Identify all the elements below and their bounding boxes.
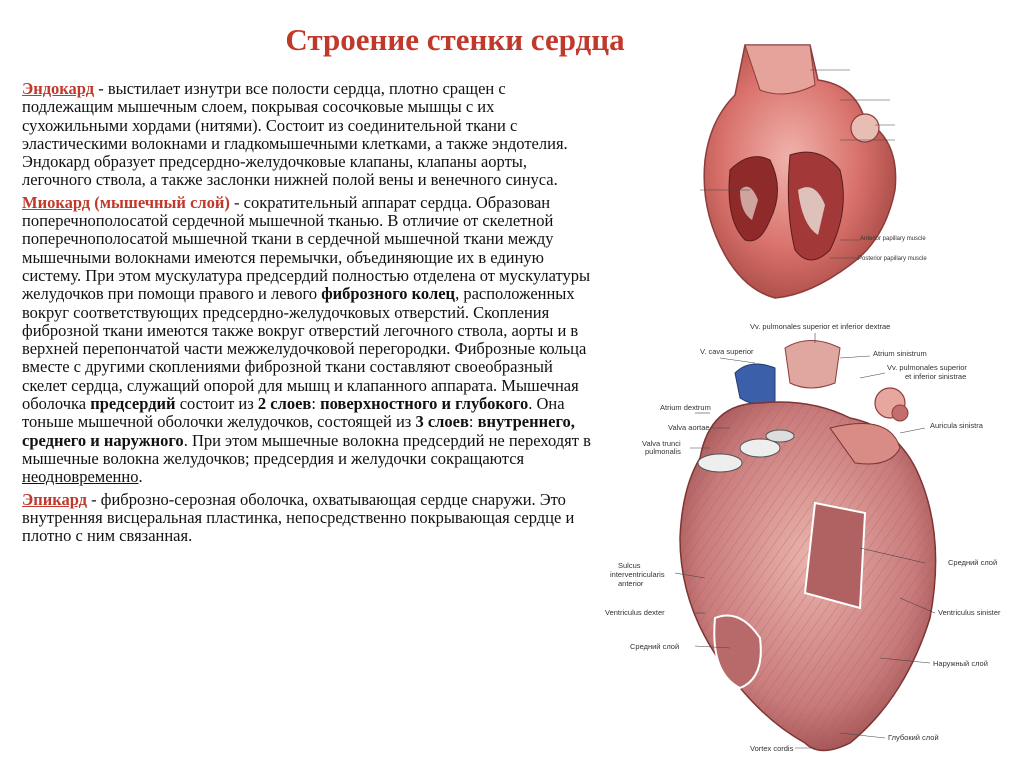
- label-ventriculus-dexter: Ventriculus dexter: [605, 608, 665, 617]
- myocard-underline-1: неодновременно: [22, 467, 139, 487]
- label-auricula-sinistra: Auricula sinistra: [930, 421, 983, 430]
- myocard-text-6: :: [468, 412, 478, 432]
- label-vv-pulm-sinistrae-2: et inferior sinistrae: [905, 372, 967, 381]
- myocard-bold-6: внутреннего, среднего и наружного: [22, 412, 575, 450]
- myocard-text-4: :: [311, 394, 321, 414]
- myocard-text-1: - сократительный аппарат сердца. Образован поперечнополосатой сердечной мышечной тканью. В отличие от скелетной поперечнополосатой мышечной ткани в сердечной мышечной ткани между мышечными волокнами имеются перемычки, объединяющие их в единую систему. При этом мускулатура предсердий полностью отделена от мускулатуры желудочков при помощи правого и левого: [22, 192, 591, 304]
- label-vortex-cordis: Vortex cordis: [750, 744, 794, 753]
- label-valva-trunci-2: pulmonalis: [645, 447, 681, 456]
- label-valva-aortae: Valva aortae: [668, 423, 710, 432]
- myocard-text-3: состоит из: [175, 394, 258, 414]
- heart-muscle-layers-figure: [600, 318, 1024, 763]
- label-middle-layer-left: Средний слой: [630, 642, 680, 651]
- label-atrium-dextrum: Atrium dextrum: [660, 403, 711, 412]
- myocard-bold-4: поверхностного и глубокого: [320, 394, 529, 414]
- label-v-cava-superior: V. cava superior: [700, 347, 754, 356]
- myocard-text-7: . При этом мышечные волокна предсердий не переходят в мышечные волокна желудочков; предсердия и желудочки сокращаются: [22, 430, 591, 468]
- label-vv-pulm-dextrae: Vv. pulmonales superior et inferior dextrae: [750, 322, 891, 331]
- myocard-bold-3: 2 слоев: [257, 394, 312, 414]
- text-block: [22, 80, 594, 549]
- term-epicard: Эпикард: [22, 489, 88, 509]
- myocard-text-2: , расположенных вокруг соответствующих предсердно-желудочковых отверстий. Скопления фиброзной ткани имеются также вокруг отверстий легочного ствола, аорты и в верхней перепончатой части межжелудочковой перегородки. Фиброзные кольца вместе с другими скоплениями фиброзной ткани составляют своеобразный скелет сердца, служащий опорой для мышц и клапанного аппарата. Мышечная оболочка: [22, 284, 587, 414]
- page-title: Строение стенки сердца: [285, 22, 625, 57]
- myocard-paragraph: [22, 194, 594, 487]
- label-valva-trunci-1: Valva trunci: [642, 439, 681, 448]
- label-vv-pulm-sinistrae-1: Vv. pulmonales superior: [887, 363, 967, 372]
- heart-muscle-layers-illustration: [600, 318, 1024, 763]
- heart-section-figure: [690, 40, 950, 300]
- myocard-text-8: .: [138, 467, 143, 487]
- epicard-text: - фиброзно-серозная оболочка, охватывающая сердце снаружи. Это внутренняя висцеральная пластинка, непосредственно покрывающая сердце и плотно с ним связанная.: [22, 489, 575, 546]
- label-outer-layer: Наружный слой: [933, 659, 988, 668]
- label-posterior-papillary: Posterior papillary muscle: [858, 256, 927, 262]
- label-ventriculus-sinister: Ventriculus sinister: [938, 608, 1001, 617]
- epicard-paragraph: [22, 491, 594, 546]
- label-sulcus-2: interventricularis: [610, 570, 665, 579]
- label-middle-layer-right: Средний слой: [948, 558, 998, 567]
- myocard-bold-1: фиброзного колец: [321, 284, 456, 304]
- myocard-text-5: . Она тоньше мышечной оболочки желудочков, состоящей из: [22, 394, 565, 432]
- endocard-text: - выстилает изнутри все полости сердца, плотно сращен с подлежащим мышечным слоем, покрывая сосочковые мышцы с их сухожильными хордами (нитями). Состоит из соединительной ткани с эластическими волокнами и гладкомышечными клетками, а также эндотелия. Эндокард образует предсердно-желудочковые клапаны, клапаны аорты, легочного ствола, а также заслонки нижней полой вены и венечного синуса.: [22, 79, 568, 190]
- heart-section-illustration: [690, 40, 950, 300]
- term-endocard: Эндокард: [22, 79, 95, 98]
- label-sulcus-3: anterior: [618, 579, 644, 588]
- term-myocard-tail: (мышечный слой): [90, 192, 230, 212]
- myocard-bold-5: 3 слоев: [415, 412, 469, 432]
- label-sulcus-1: Sulcus: [618, 561, 641, 570]
- endocard-paragraph: [22, 80, 594, 190]
- label-deep-layer: Глубокий слой: [888, 733, 939, 742]
- label-atrium-sinistrum: Atrium sinistrum: [873, 349, 927, 358]
- term-myocard: Миокард: [22, 192, 91, 212]
- myocard-bold-2: предсердий: [90, 394, 176, 414]
- label-anterior-papillary: Anterior papillary muscle: [860, 236, 926, 242]
